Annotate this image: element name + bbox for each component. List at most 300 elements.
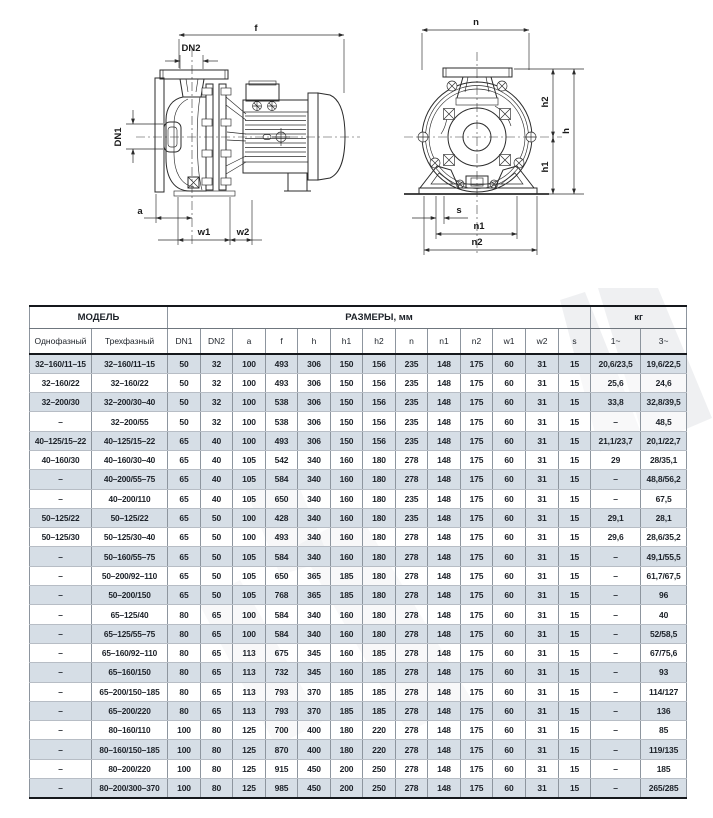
cell-model-three-phase: 65–125/55–75: [92, 624, 168, 643]
table-cell: 80: [168, 663, 201, 682]
table-cell: 156: [363, 373, 396, 392]
table-cell: 306: [298, 373, 331, 392]
table-cell: 265/285: [641, 779, 687, 798]
table-cell: 340: [298, 528, 331, 547]
table-cell: 125: [233, 721, 266, 740]
table-cell: 148: [428, 566, 461, 585]
table-cell: 50: [201, 547, 233, 566]
table-cell: 180: [363, 450, 396, 469]
cell-model-three-phase: 40–160/30–40: [92, 450, 168, 469]
table-cell: 60: [493, 586, 526, 605]
column-header-dn1: DN1: [168, 329, 201, 355]
table-cell: 278: [396, 586, 428, 605]
cell-model-single-phase: 50–125/30: [30, 528, 92, 547]
table-row: [30, 779, 687, 798]
table-cell: 340: [298, 450, 331, 469]
table-row: [30, 470, 687, 489]
table-cell: 278: [396, 682, 428, 701]
table-cell: –: [591, 721, 641, 740]
table-cell: 650: [266, 489, 298, 508]
table-cell: 114/127: [641, 682, 687, 701]
table-cell: 175: [461, 508, 493, 527]
table-cell: 65: [168, 586, 201, 605]
table-cell: 584: [266, 547, 298, 566]
table-cell: 33,8: [591, 393, 641, 412]
table-cell: 450: [298, 779, 331, 798]
table-cell: 15: [559, 528, 591, 547]
table-cell: 65: [201, 624, 233, 643]
table-cell: 100: [233, 354, 266, 373]
table-cell: 175: [461, 759, 493, 778]
table-cell: 180: [331, 740, 363, 759]
table-cell: –: [591, 663, 641, 682]
table-cell: 278: [396, 701, 428, 720]
table-cell: 15: [559, 779, 591, 798]
table-cell: 31: [526, 701, 559, 720]
table-cell: 80: [168, 643, 201, 662]
table-row: [30, 508, 687, 527]
cell-model-three-phase: 80–200/300–370: [92, 779, 168, 798]
table-cell: 160: [331, 624, 363, 643]
table-cell: 768: [266, 586, 298, 605]
table-cell: 400: [298, 721, 331, 740]
table-row: [30, 373, 687, 392]
table-cell: 156: [363, 412, 396, 431]
table-cell: 538: [266, 393, 298, 412]
table-cell: 235: [396, 412, 428, 431]
table-cell: 15: [559, 450, 591, 469]
cell-model-three-phase: 65–200/150–185: [92, 682, 168, 701]
table-cell: 15: [559, 470, 591, 489]
table-cell: 180: [331, 721, 363, 740]
table-cell: 160: [331, 643, 363, 662]
table-cell: 180: [363, 605, 396, 624]
table-cell: 306: [298, 412, 331, 431]
table-cell: 15: [559, 701, 591, 720]
dim-label-n: n: [473, 17, 479, 28]
table-cell: –: [591, 624, 641, 643]
header-group-model: МОДЕЛЬ: [30, 306, 168, 329]
table-cell: 493: [266, 354, 298, 373]
table-cell: 175: [461, 643, 493, 662]
table-cell: 148: [428, 547, 461, 566]
table-cell: 156: [363, 393, 396, 412]
header-group-weight: кг: [591, 306, 687, 329]
table-cell: 50: [168, 354, 201, 373]
table-cell: 60: [493, 431, 526, 450]
table-cell: 185: [331, 566, 363, 585]
table-cell: 150: [331, 393, 363, 412]
column-header-1-ph: 1~: [591, 329, 641, 355]
table-cell: 60: [493, 489, 526, 508]
table-cell: 278: [396, 528, 428, 547]
table-cell: 105: [233, 450, 266, 469]
table-cell: –: [591, 740, 641, 759]
table-cell: 160: [331, 508, 363, 527]
table-cell: 493: [266, 528, 298, 547]
table-cell: 148: [428, 528, 461, 547]
table-row: [30, 489, 687, 508]
table-cell: 150: [331, 431, 363, 450]
table-cell: 200: [331, 759, 363, 778]
table-cell: 365: [298, 586, 331, 605]
table-cell: 67/75,6: [641, 643, 687, 662]
table-cell: 584: [266, 605, 298, 624]
table-cell: 15: [559, 643, 591, 662]
technical-drawings: [0, 0, 713, 290]
table-cell: 250: [363, 779, 396, 798]
table-cell: 185: [331, 586, 363, 605]
table-cell: 60: [493, 740, 526, 759]
table-row: [30, 412, 687, 431]
cell-model-three-phase: 65–200/220: [92, 701, 168, 720]
table-cell: 365: [298, 566, 331, 585]
table-cell: 278: [396, 547, 428, 566]
table-cell: 25,6: [591, 373, 641, 392]
table-cell: 150: [331, 373, 363, 392]
table-cell: 32: [201, 393, 233, 412]
table-cell: 105: [233, 489, 266, 508]
table-row: [30, 586, 687, 605]
table-cell: 50: [201, 586, 233, 605]
table-cell: 29: [591, 450, 641, 469]
table-cell: 148: [428, 450, 461, 469]
table-cell: 340: [298, 605, 331, 624]
table-cell: 100: [233, 624, 266, 643]
table-cell: 31: [526, 470, 559, 489]
table-cell: 156: [363, 431, 396, 450]
table-cell: 220: [363, 740, 396, 759]
table-cell: 870: [266, 740, 298, 759]
dim-label-h2: h2: [540, 96, 551, 108]
cell-model-three-phase: 40–200/55–75: [92, 470, 168, 489]
table-cell: 15: [559, 373, 591, 392]
header-group-dimensions: РАЗМЕРЫ, мм: [168, 306, 591, 329]
table-cell: 185: [331, 701, 363, 720]
cell-model-single-phase: 32–200/30: [30, 393, 92, 412]
table-cell: 15: [559, 489, 591, 508]
table-cell: 148: [428, 586, 461, 605]
table-cell: 100: [233, 605, 266, 624]
table-row: [30, 682, 687, 701]
table-cell: 31: [526, 779, 559, 798]
table-cell: 915: [266, 759, 298, 778]
column-header-a: a: [233, 329, 266, 355]
table-cell: 180: [363, 566, 396, 585]
pump-dimensions-table: [29, 305, 687, 799]
table-cell: 493: [266, 431, 298, 450]
table-cell: 148: [428, 701, 461, 720]
table-cell: 175: [461, 624, 493, 643]
table-cell: 278: [396, 721, 428, 740]
cell-model-single-phase: –: [30, 489, 92, 508]
table-cell: –: [591, 779, 641, 798]
cell-model-three-phase: 65–125/40: [92, 605, 168, 624]
table-cell: 85: [641, 721, 687, 740]
table-cell: 60: [493, 701, 526, 720]
table-cell: 175: [461, 528, 493, 547]
table-cell: 80: [168, 682, 201, 701]
table-cell: 148: [428, 643, 461, 662]
table-cell: 175: [461, 740, 493, 759]
table-cell: 60: [493, 547, 526, 566]
table-cell: 160: [331, 605, 363, 624]
table-cell: 15: [559, 721, 591, 740]
column-header-n: n: [396, 329, 428, 355]
cell-model-three-phase: 32–200/30–40: [92, 393, 168, 412]
table-cell: 32,8/39,5: [641, 393, 687, 412]
table-cell: 278: [396, 779, 428, 798]
table-cell: 67,5: [641, 489, 687, 508]
table-cell: –: [591, 759, 641, 778]
table-cell: 96: [641, 586, 687, 605]
table-cell: 31: [526, 663, 559, 682]
table-cell: 60: [493, 450, 526, 469]
table-cell: 15: [559, 663, 591, 682]
cell-model-single-phase: 40–125/15–22: [30, 431, 92, 450]
table-cell: 235: [396, 354, 428, 373]
table-cell: 340: [298, 489, 331, 508]
column-header-3-ph: 3~: [641, 329, 687, 355]
cell-model-single-phase: 32–160/11–15: [30, 354, 92, 373]
table-cell: 180: [363, 528, 396, 547]
table-cell: 60: [493, 373, 526, 392]
table-cell: 15: [559, 682, 591, 701]
table-row: [30, 566, 687, 585]
table-column-header-row: [30, 329, 687, 355]
table-cell: 65: [168, 547, 201, 566]
table-cell: 538: [266, 412, 298, 431]
table-cell: 584: [266, 470, 298, 489]
table-cell: 60: [493, 566, 526, 585]
table-cell: 31: [526, 605, 559, 624]
table-cell: 19,6/22,5: [641, 354, 687, 373]
table-cell: 400: [298, 740, 331, 759]
table-cell: 250: [363, 759, 396, 778]
cell-model-single-phase: –: [30, 605, 92, 624]
table-cell: 125: [233, 740, 266, 759]
table-cell: 306: [298, 393, 331, 412]
table-cell: 100: [168, 759, 201, 778]
table-cell: 278: [396, 624, 428, 643]
table-cell: 50: [168, 412, 201, 431]
cell-model-single-phase: –: [30, 547, 92, 566]
cell-model-three-phase: 50–125/22: [92, 508, 168, 527]
table-cell: 50: [168, 373, 201, 392]
table-cell: 235: [396, 431, 428, 450]
cell-model-three-phase: 80–160/110: [92, 721, 168, 740]
table-cell: 31: [526, 566, 559, 585]
table-cell: 148: [428, 759, 461, 778]
column-header-w1: w1: [493, 329, 526, 355]
table-cell: 160: [331, 489, 363, 508]
table-cell: –: [591, 547, 641, 566]
table-cell: 80: [168, 624, 201, 643]
table-cell: 80: [168, 605, 201, 624]
dim-label-n1: n1: [473, 221, 485, 232]
table-cell: 450: [298, 759, 331, 778]
table-cell: 148: [428, 605, 461, 624]
table-cell: 15: [559, 624, 591, 643]
table-cell: 160: [331, 547, 363, 566]
table-cell: 175: [461, 605, 493, 624]
table-cell: 15: [559, 508, 591, 527]
table-cell: 60: [493, 682, 526, 701]
table-cell: 60: [493, 354, 526, 373]
table-cell: 31: [526, 489, 559, 508]
table-cell: 20,6/23,5: [591, 354, 641, 373]
table-cell: 113: [233, 643, 266, 662]
cell-model-three-phase: 32–200/55: [92, 412, 168, 431]
table-cell: 28/35,1: [641, 450, 687, 469]
cell-model-three-phase: 80–160/150–185: [92, 740, 168, 759]
table-row: [30, 624, 687, 643]
table-cell: 306: [298, 431, 331, 450]
table-cell: 15: [559, 740, 591, 759]
table-cell: 493: [266, 373, 298, 392]
table-cell: 136: [641, 701, 687, 720]
table-cell: 52/58,5: [641, 624, 687, 643]
table-cell: 15: [559, 393, 591, 412]
table-cell: 15: [559, 547, 591, 566]
table-cell: 793: [266, 682, 298, 701]
table-cell: 105: [233, 566, 266, 585]
table-cell: 235: [396, 393, 428, 412]
table-cell: –: [591, 643, 641, 662]
column-header-single-phase: Однофазный: [30, 329, 92, 355]
table-cell: 65: [201, 605, 233, 624]
table-cell: 650: [266, 566, 298, 585]
table-cell: 306: [298, 354, 331, 373]
dimensions-table-container: [29, 305, 687, 799]
table-cell: 100: [168, 740, 201, 759]
table-cell: 100: [233, 412, 266, 431]
table-row: [30, 528, 687, 547]
table-cell: –: [591, 470, 641, 489]
table-cell: 125: [233, 759, 266, 778]
table-row: [30, 547, 687, 566]
pump-side-view: [113, 23, 360, 246]
table-cell: 65: [168, 489, 201, 508]
table-cell: 732: [266, 663, 298, 682]
column-header-h: h: [298, 329, 331, 355]
dim-label-dn1: DN1: [113, 127, 124, 147]
table-cell: 31: [526, 547, 559, 566]
table-cell: 175: [461, 663, 493, 682]
table-cell: 31: [526, 586, 559, 605]
table-row: [30, 701, 687, 720]
table-cell: 105: [233, 547, 266, 566]
table-cell: 60: [493, 663, 526, 682]
table-cell: 65: [168, 566, 201, 585]
table-cell: 15: [559, 412, 591, 431]
table-cell: 60: [493, 393, 526, 412]
table-cell: 93: [641, 663, 687, 682]
column-header-s: s: [559, 329, 591, 355]
table-cell: 31: [526, 624, 559, 643]
column-header-h1: h1: [331, 329, 363, 355]
cell-model-three-phase: 80–200/220: [92, 759, 168, 778]
table-group-header-row: [30, 306, 687, 329]
table-cell: 345: [298, 663, 331, 682]
table-cell: 175: [461, 450, 493, 469]
cell-model-three-phase: 40–200/110: [92, 489, 168, 508]
table-cell: 61,7/67,5: [641, 566, 687, 585]
table-cell: 31: [526, 721, 559, 740]
table-row: [30, 643, 687, 662]
table-cell: 60: [493, 605, 526, 624]
table-cell: 340: [298, 470, 331, 489]
table-cell: 148: [428, 779, 461, 798]
table-cell: 148: [428, 624, 461, 643]
cell-model-three-phase: 50–160/55–75: [92, 547, 168, 566]
table-cell: 148: [428, 393, 461, 412]
table-row: [30, 393, 687, 412]
table-cell: 32: [201, 412, 233, 431]
table-cell: 80: [201, 740, 233, 759]
table-cell: 148: [428, 721, 461, 740]
table-cell: –: [591, 586, 641, 605]
table-cell: 48,5: [641, 412, 687, 431]
table-cell: 65: [201, 682, 233, 701]
table-cell: 80: [168, 701, 201, 720]
table-cell: 428: [266, 508, 298, 527]
table-cell: 40: [201, 431, 233, 450]
table-cell: 175: [461, 682, 493, 701]
table-cell: 200: [331, 779, 363, 798]
table-cell: 175: [461, 586, 493, 605]
table-cell: 148: [428, 740, 461, 759]
table-cell: 278: [396, 759, 428, 778]
table-cell: 100: [233, 508, 266, 527]
table-cell: 175: [461, 701, 493, 720]
table-cell: 105: [233, 586, 266, 605]
table-cell: 100: [168, 721, 201, 740]
table-cell: 113: [233, 663, 266, 682]
table-cell: 105: [233, 470, 266, 489]
table-cell: 31: [526, 643, 559, 662]
table-row: [30, 431, 687, 450]
table-row: [30, 605, 687, 624]
dim-label-h1: h1: [540, 161, 551, 173]
cell-model-single-phase: –: [30, 721, 92, 740]
cell-model-three-phase: 50–125/30–40: [92, 528, 168, 547]
table-cell: 175: [461, 393, 493, 412]
table-cell: 15: [559, 354, 591, 373]
dim-label-s: s: [456, 205, 462, 216]
column-header-dn2: DN2: [201, 329, 233, 355]
table-cell: 278: [396, 663, 428, 682]
table-cell: 49,1/55,5: [641, 547, 687, 566]
table-cell: 15: [559, 586, 591, 605]
table-cell: 180: [363, 547, 396, 566]
column-header-n1: n1: [428, 329, 461, 355]
cell-model-single-phase: –: [30, 740, 92, 759]
table-cell: 31: [526, 759, 559, 778]
table-cell: 148: [428, 489, 461, 508]
cell-model-three-phase: 65–160/92–110: [92, 643, 168, 662]
table-cell: 113: [233, 701, 266, 720]
table-row: [30, 721, 687, 740]
table-cell: 985: [266, 779, 298, 798]
table-cell: 175: [461, 373, 493, 392]
table-cell: 15: [559, 566, 591, 585]
table-cell: 148: [428, 412, 461, 431]
cell-model-single-phase: 50–125/22: [30, 508, 92, 527]
table-cell: 584: [266, 624, 298, 643]
cell-model-three-phase: 50–200/150: [92, 586, 168, 605]
table-cell: 50: [201, 566, 233, 585]
